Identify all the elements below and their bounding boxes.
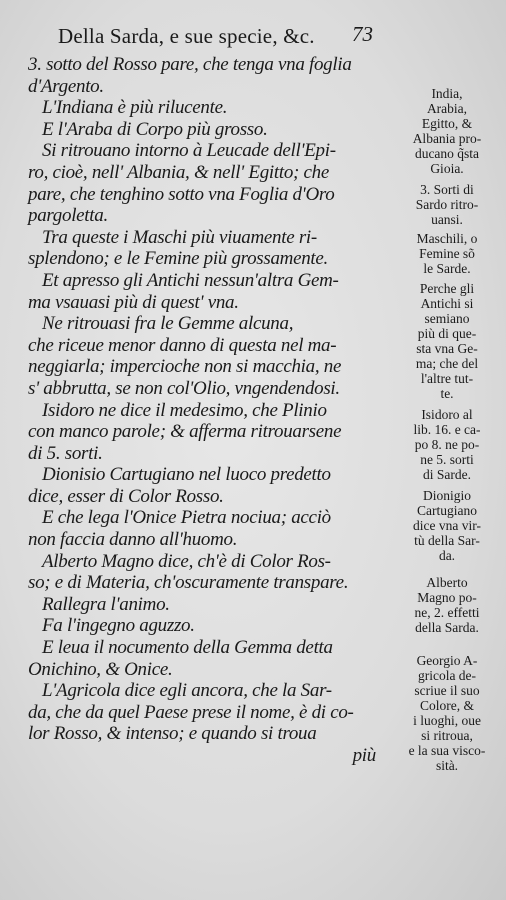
margin-note-line: di Sarde. — [423, 467, 471, 482]
margin-note-line: Alberto — [426, 575, 468, 590]
margin-note-line: le Sarde. — [423, 261, 471, 276]
margin-note-line: Albania pro- — [412, 131, 482, 146]
margin-note-line: scriue il suo — [414, 683, 480, 698]
text-line: lor Rosso, & intenso; e quando si troua — [28, 723, 317, 745]
text-line: con manco parole; & afferma ritrouarsene — [28, 421, 342, 443]
margin-note-line: Egitto, & — [421, 116, 473, 131]
margin-note-line: Gioia. — [430, 161, 464, 176]
text-line: L'Agricola dice egli ancora, che la Sar- — [42, 680, 332, 702]
text-line: Isidoro ne dice il medesimo, che Plinio — [42, 399, 327, 421]
text-line: non faccia danno all'huomo. — [28, 529, 238, 551]
text-line: so; e di Materia, ch'oscuramente transpare. — [28, 572, 349, 594]
text-line: che riceue menor danno di questa nel ma- — [28, 334, 337, 356]
margin-note-line: India, — [431, 86, 463, 101]
margin-note — [392, 231, 502, 276]
margin-note-line: ma; che del — [415, 356, 479, 371]
margin-note-line: 3. Sorti di — [420, 182, 474, 197]
margin-note-line: sta vna Ge- — [416, 341, 478, 356]
margin-note — [392, 407, 502, 482]
margin-note-line: ne, 2. effetti — [414, 605, 480, 620]
margin-note — [392, 281, 502, 401]
margin-note-line: Antichi si — [420, 296, 474, 311]
margin-note — [392, 86, 502, 176]
text-line: E leua il nocumento della Gemma detta — [42, 637, 333, 659]
text-line: Alberto Magno dice, ch'è di Color Ros- — [42, 550, 331, 572]
text-line: dice, esser di Color Rosso. — [28, 485, 224, 507]
margin-note-line: ducano q̃sta — [414, 146, 480, 161]
running-title: Della Sarda, e sue specie, &c. — [58, 24, 315, 48]
text-line: pargoletta. — [28, 205, 108, 227]
text-line: Onichino, & Onice. — [28, 658, 173, 680]
margin-note — [392, 575, 502, 635]
margin-note-line: semiano — [424, 311, 470, 326]
text-line: di 5. sorti. — [28, 442, 103, 464]
text-line: s' abbrutta, se non col'Olio, vngendendosi. — [28, 377, 340, 399]
margin-note — [392, 653, 502, 773]
margin-note-line: Magno po- — [417, 590, 477, 605]
margin-note-line: da. — [438, 548, 456, 563]
text-line: ro, cioè, nell' Albania, & nell' Egitto; che — [28, 161, 329, 183]
text-line: d'Argento. — [28, 75, 104, 97]
margin-note-line: te. — [440, 386, 454, 401]
margin-note-line: Perche gli — [419, 281, 475, 296]
text-line: Si ritrouano intorno à Leucade dell'Epi- — [42, 140, 336, 162]
text-line: E che lega l'Onice Pietra nociua; acciò — [42, 507, 331, 529]
margin-note-line: dice vna vir- — [413, 518, 481, 533]
margin-note-line: Dionigio — [422, 488, 471, 503]
text-line: Tra queste i Maschi più viuamente ri- — [42, 226, 317, 248]
margin-note-line: della Sarda. — [415, 620, 479, 635]
text-line: Dionisio Cartugiano nel luoco predetto — [42, 464, 331, 486]
main-text-column — [28, 54, 388, 767]
margin-note-line: l'altre tut- — [420, 371, 474, 386]
text-line: splendono; e le Femine più grossamente. — [28, 248, 328, 270]
margin-note-line: Maschili, o — [416, 231, 478, 246]
margin-note-line: ne 5. sorti — [420, 452, 474, 467]
margin-note-line: sità. — [435, 758, 459, 773]
margin-note-line: Georgio A- — [416, 653, 478, 668]
text-line: E l'Araba di Corpo più grosso. — [42, 118, 268, 140]
text-line: 3. sotto del Rosso pare, che tenga vna foglia — [28, 54, 352, 75]
margin-note-line: i luoghi, oue — [413, 713, 481, 728]
margin-note-line: Arabia, — [426, 101, 468, 116]
text-line: da, che da quel Paese prese il nome, è di co- — [28, 701, 354, 723]
margin-note-line: più di que- — [417, 326, 477, 341]
text-line: ma vsauasi più di quest' vna. — [28, 291, 239, 313]
margin-note-line: si ritroua, — [421, 728, 473, 743]
margin-note — [392, 182, 502, 227]
text-line: Rallegra l'animo. — [42, 593, 170, 615]
text-line: L'Indiana è più rilucente. — [42, 97, 228, 119]
text-line: pare, che tenghino sotto vna Foglia d'Oro — [28, 183, 335, 205]
margin-note — [392, 488, 502, 563]
margin-note-line: tù della Sar- — [414, 533, 480, 548]
margin-note-line: po 8. ne po- — [414, 437, 480, 452]
text-line: Et apresso gli Antichi nessun'altra Gem- — [42, 269, 339, 291]
page-number: 73 — [352, 22, 373, 46]
margin-note-line: gricola de- — [417, 668, 477, 683]
text-line: neggiarla; impercioche non si macchia, ne — [28, 356, 342, 378]
margin-note-line: Colore, & — [420, 698, 474, 713]
text-line: Fa l'ingegno aguzzo. — [42, 615, 195, 637]
margin-note-line: uansi. — [431, 212, 463, 227]
margin-note-line: e la sua visco- — [408, 743, 486, 758]
catchword: più — [352, 745, 376, 766]
text-line: Ne ritrouasi fra le Gemme alcuna, — [42, 313, 294, 335]
margin-note-line: Femine sõ — [419, 246, 475, 261]
margin-note-line: lib. 16. e ca- — [413, 422, 481, 437]
margin-note-line: Isidoro al — [421, 407, 473, 422]
margin-notes-column — [392, 86, 502, 773]
margin-note-line: Cartugiano — [417, 503, 477, 518]
margin-note-line: Sardo ritro- — [415, 197, 479, 212]
